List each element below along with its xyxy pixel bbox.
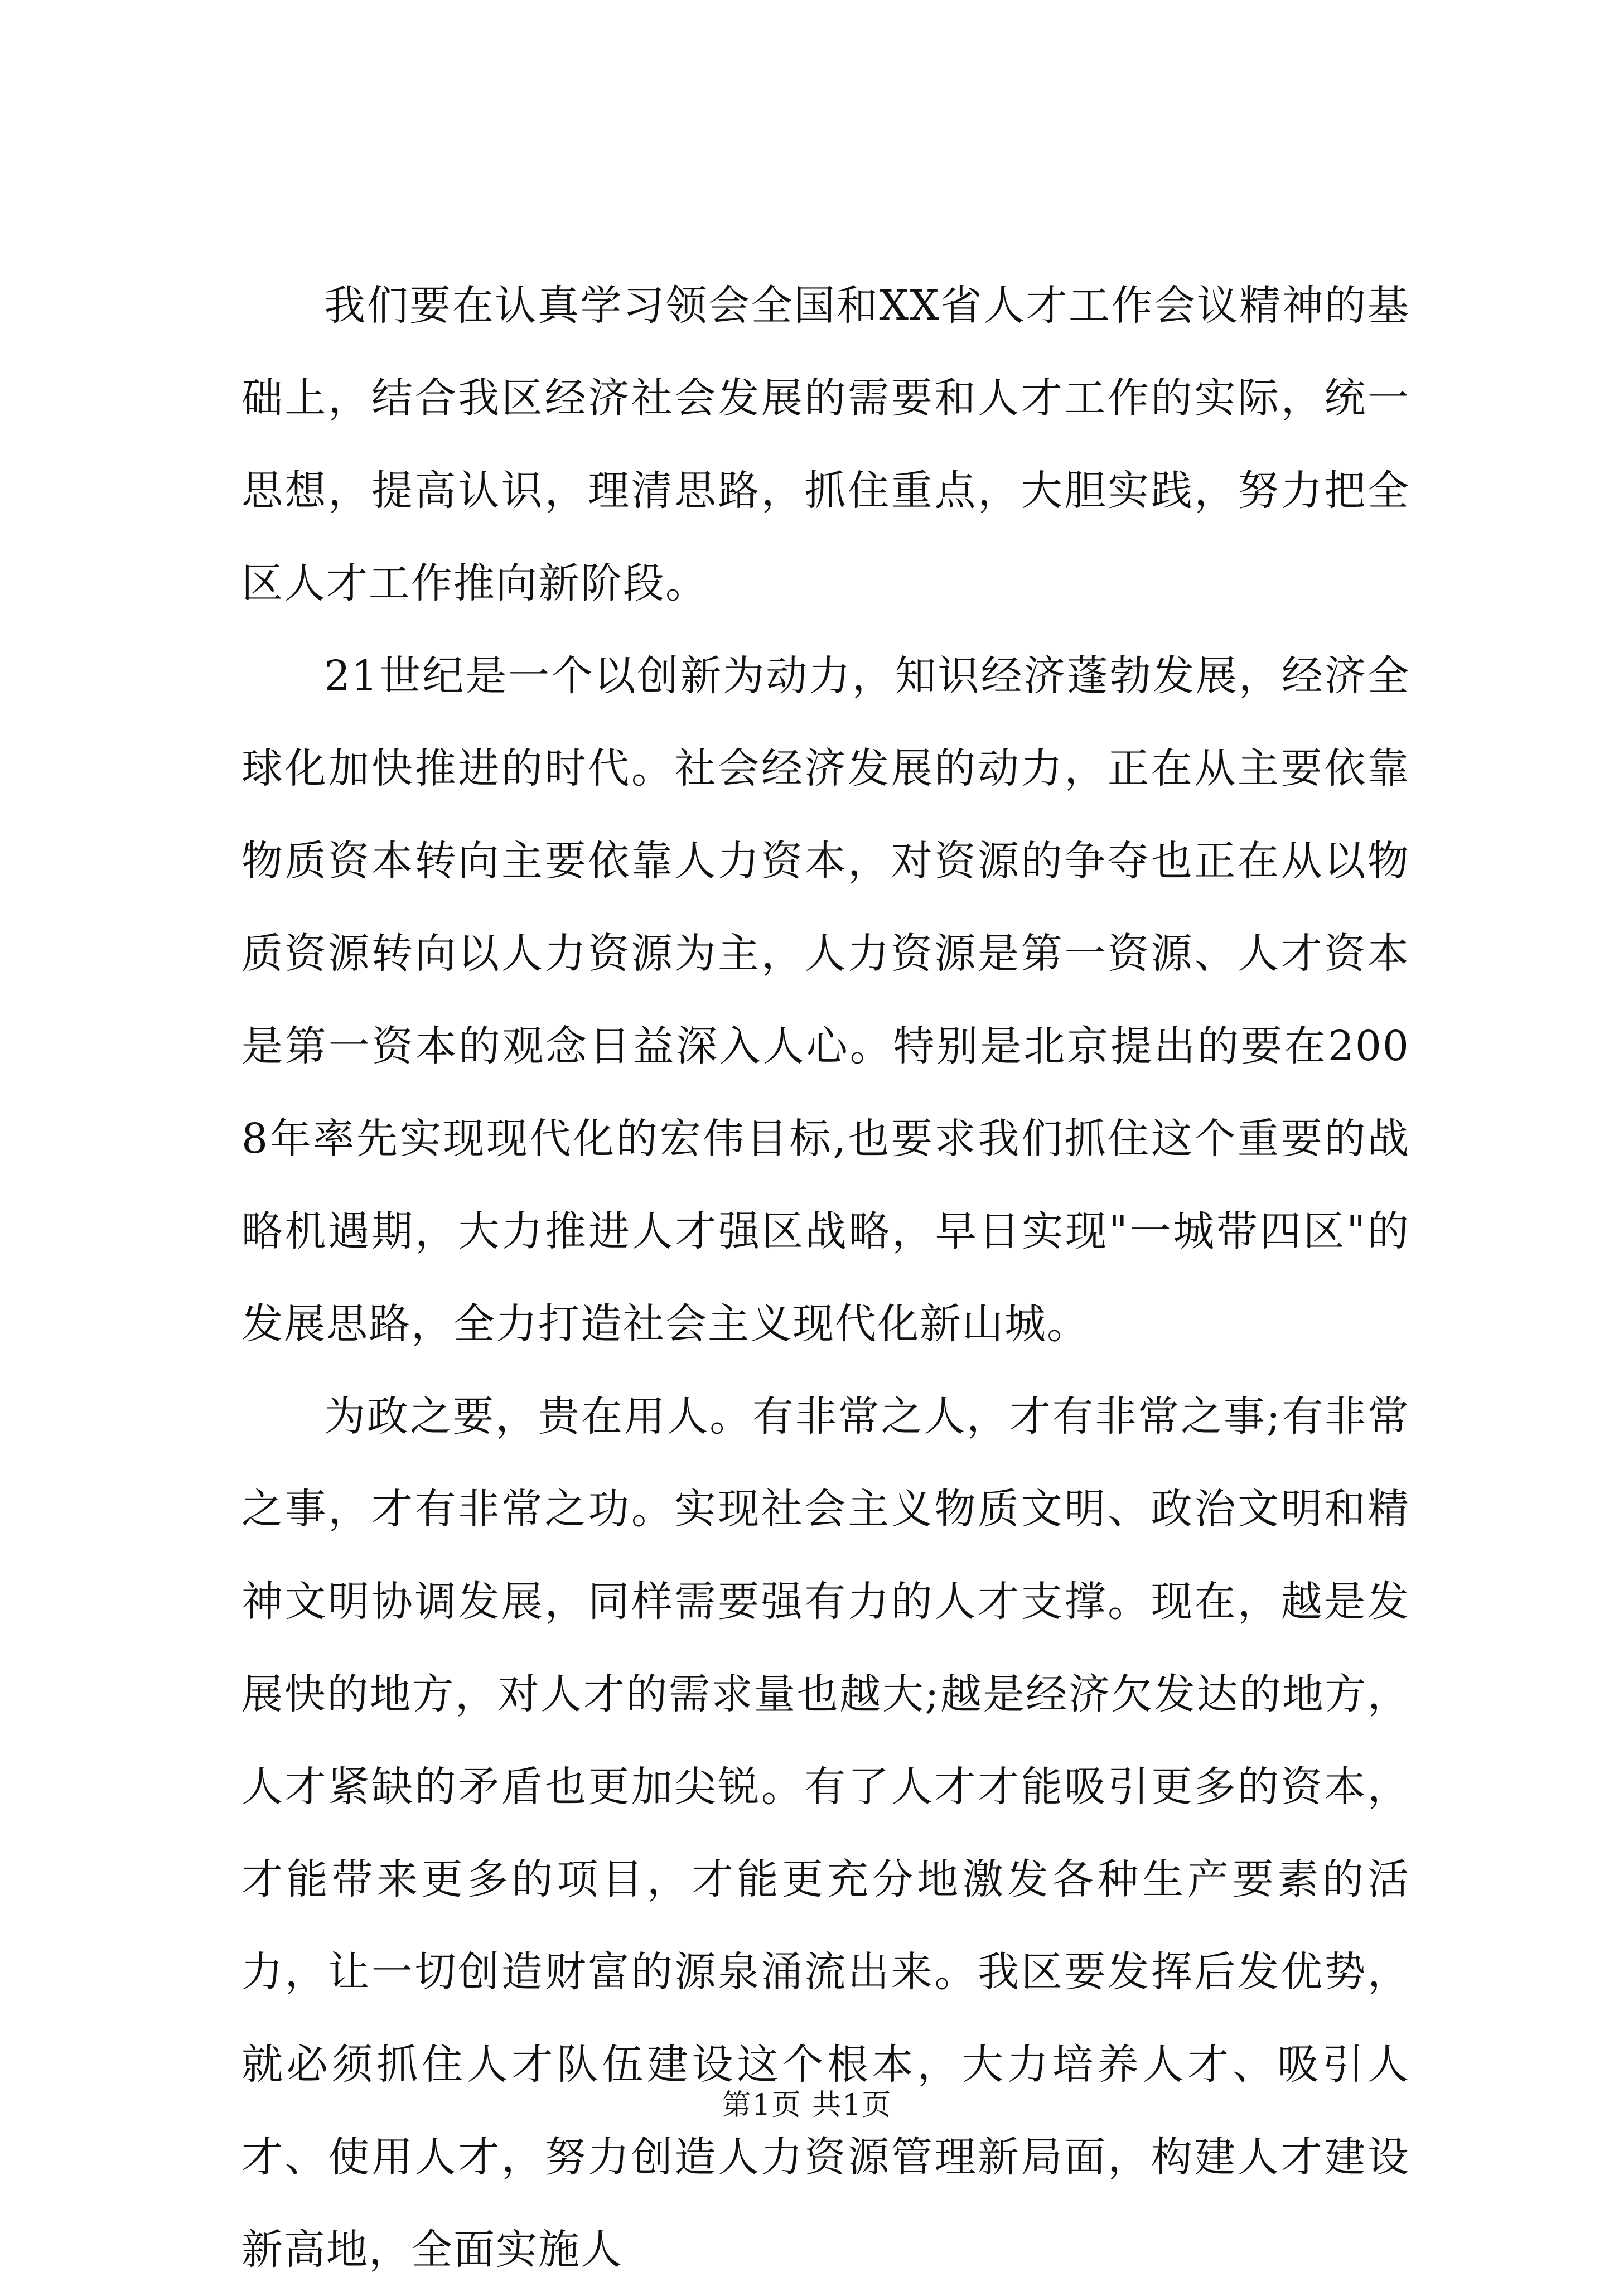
page-footer: 第1页 共1页 <box>722 2089 892 2122</box>
document-body <box>241 259 1410 2296</box>
paragraph-2: 21世纪是一个以创新为动力，知识经济蓬勃发展，经济全球化加快推进的时代。社会经济发展的动力，正在从主要依靠物质资本转向主要依靠人力资本，对资源的争夺也正在从以物质资源转向以人力资源为主，人力资源是第一资源、人才资本是第一资本的观念日益深入人心。特别是北京提出的要在2008年率先实现现代化的宏伟目标,也要求我们抓住这个重要的战略机遇期，大力推进人才强区战略，早日实现"一城带四区"的发展思路，全力打造社会主义现代化新山城。 <box>241 652 1410 1348</box>
paragraph-1: 我们要在认真学习领会全国和XX省人才工作会议精神的基础上，结合我区经济社会发展的需要和人才工作的实际，统一思想，提高认识，理清思路，抓住重点，大胆实践，努力把全区人才工作推向新阶段。 <box>241 282 1410 607</box>
paragraph-3: 为政之要，贵在用人。有非常之人，才有非常之事;有非常之事，才有非常之功。实现社会主义物质文明、政治文明和精神文明协调发展，同样需要强有力的人才支撑。现在，越是发展快的地方，对人才的需求量也越大;越是经济欠发达的地方，人才紧缺的矛盾也更加尖锐。有了人才才能吸引更多的资本，才能带来更多的项目，才能更充分地激发各种生产要素的活力，让一切创造财富的源泉涌流出来。我区要发挥后发优势，就必须抓住人才队伍建设这个根本，大力培养人才、吸引人才、使用人才，努力创造人力资源管理新局面，构建人才建设新高地，全面实施人 <box>241 1393 1410 2274</box>
